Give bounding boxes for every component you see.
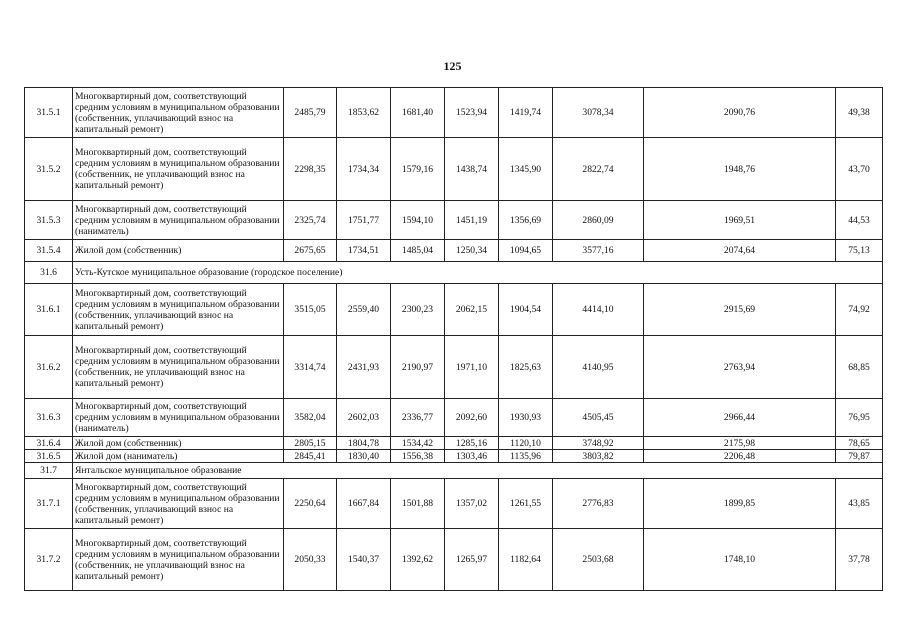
section-title: Янтальское муниципальное образование	[73, 463, 883, 479]
value-cell: 78,65	[836, 437, 883, 450]
table-row	[25, 529, 883, 591]
value-cell: 1681,40	[391, 88, 445, 138]
row-code: 31.7.2	[25, 529, 73, 591]
value-cell: 2602,03	[337, 399, 391, 437]
value-cell: 2763,94	[644, 336, 836, 399]
value-cell: 43,85	[836, 479, 883, 529]
value-cell: 1135,96	[499, 450, 553, 463]
table-row	[25, 450, 883, 463]
value-cell: 2074,64	[644, 240, 836, 262]
value-cell: 1971,10	[445, 336, 499, 399]
row-code: 31.6.3	[25, 399, 73, 437]
row-description: Многоквартирный дом, соответствующий средним условиям в муниципальном образовании (собственник, не уплачивающий взнос на капитальный ремонт)	[73, 336, 284, 399]
value-cell: 3803,82	[553, 450, 644, 463]
row-code: 31.6.5	[25, 450, 73, 463]
value-cell: 1853,62	[337, 88, 391, 138]
value-cell: 1540,37	[337, 529, 391, 591]
value-cell: 3577,16	[553, 240, 644, 262]
value-cell: 68,85	[836, 336, 883, 399]
value-cell: 1501,88	[391, 479, 445, 529]
value-cell: 1825,63	[499, 336, 553, 399]
row-code: 31.7	[25, 463, 73, 479]
value-cell: 1948,76	[644, 138, 836, 201]
value-cell: 2050,33	[284, 529, 337, 591]
table-row	[25, 399, 883, 437]
value-cell: 1969,51	[644, 201, 836, 240]
value-cell: 2092,60	[445, 399, 499, 437]
value-cell: 43,70	[836, 138, 883, 201]
row-description: Жилой дом (собственник)	[73, 437, 284, 450]
table-row	[25, 88, 883, 138]
value-cell: 3748,92	[553, 437, 644, 450]
row-code: 31.5.2	[25, 138, 73, 201]
value-cell: 2090,76	[644, 88, 836, 138]
value-cell: 1830,40	[337, 450, 391, 463]
value-cell: 1734,51	[337, 240, 391, 262]
page-number: 125	[443, 59, 462, 73]
value-cell: 1303,46	[445, 450, 499, 463]
value-cell: 1438,74	[445, 138, 499, 201]
value-cell: 1250,34	[445, 240, 499, 262]
value-cell: 1734,34	[337, 138, 391, 201]
value-cell: 1904,54	[499, 284, 553, 336]
value-cell: 2485,79	[284, 88, 337, 138]
row-code: 31.6.1	[25, 284, 73, 336]
value-cell: 1419,74	[499, 88, 553, 138]
value-cell: 3078,34	[553, 88, 644, 138]
row-description: Жилой дом (наниматель)	[73, 450, 284, 463]
value-cell: 1345,90	[499, 138, 553, 201]
value-cell: 2431,93	[337, 336, 391, 399]
value-cell: 2062,15	[445, 284, 499, 336]
value-cell: 1579,16	[391, 138, 445, 201]
row-description: Многоквартирный дом, соответствующий средним условиям в муниципальном образовании (наниматель)	[73, 399, 284, 437]
value-cell: 1451,19	[445, 201, 499, 240]
value-cell: 1357,02	[445, 479, 499, 529]
value-cell: 2845,41	[284, 450, 337, 463]
value-cell: 1261,55	[499, 479, 553, 529]
value-cell: 4140,95	[553, 336, 644, 399]
value-cell: 1534,42	[391, 437, 445, 450]
value-cell: 1899,85	[644, 479, 836, 529]
value-cell: 2503,68	[553, 529, 644, 591]
row-code: 31.5.1	[25, 88, 73, 138]
value-cell: 2300,23	[391, 284, 445, 336]
value-cell: 44,53	[836, 201, 883, 240]
value-cell: 3515,05	[284, 284, 337, 336]
table-row	[25, 336, 883, 399]
value-cell: 1667,84	[337, 479, 391, 529]
row-description: Многоквартирный дом, соответствующий средним условиям в муниципальном образовании (наниматель)	[73, 201, 284, 240]
value-cell: 1804,78	[337, 437, 391, 450]
value-cell: 79,87	[836, 450, 883, 463]
value-cell: 2298,35	[284, 138, 337, 201]
row-code: 31.7.1	[25, 479, 73, 529]
value-cell: 49,38	[836, 88, 883, 138]
section-title: Усть-Кутское муниципальное образование (городское поселение)	[73, 262, 883, 284]
value-cell: 1094,65	[499, 240, 553, 262]
value-cell: 1751,77	[337, 201, 391, 240]
row-code: 31.6.2	[25, 336, 73, 399]
row-code: 31.6.4	[25, 437, 73, 450]
value-cell: 74,92	[836, 284, 883, 336]
table-body	[25, 88, 883, 591]
value-cell: 3314,74	[284, 336, 337, 399]
value-cell: 76,95	[836, 399, 883, 437]
row-description: Многоквартирный дом, соответствующий средним условиям в муниципальном образовании (собственник, не уплачивающий взнос на капитальный ремонт)	[73, 138, 284, 201]
row-code: 31.5.4	[25, 240, 73, 262]
row-description: Многоквартирный дом, соответствующий средним условиям в муниципальном образовании (собственник, уплачивающий взнос на капитальный ремонт)	[73, 284, 284, 336]
value-cell: 1485,04	[391, 240, 445, 262]
table-row	[25, 138, 883, 201]
table-row	[25, 479, 883, 529]
value-cell: 2206,48	[644, 450, 836, 463]
value-cell: 2175,98	[644, 437, 836, 450]
value-cell: 2805,15	[284, 437, 337, 450]
value-cell: 2559,40	[337, 284, 391, 336]
value-cell: 2190,97	[391, 336, 445, 399]
value-cell: 1594,10	[391, 201, 445, 240]
value-cell: 1265,97	[445, 529, 499, 591]
tariff-table	[24, 87, 883, 591]
row-description: Многоквартирный дом, соответствующий средним условиям в муниципальном образовании (собственник, не уплачивающий взнос на капитальный ремонт)	[73, 529, 284, 591]
value-cell: 2822,74	[553, 138, 644, 201]
value-cell: 1120,10	[499, 437, 553, 450]
value-cell: 1285,16	[445, 437, 499, 450]
value-cell: 37,78	[836, 529, 883, 591]
value-cell: 1356,69	[499, 201, 553, 240]
value-cell: 2776,83	[553, 479, 644, 529]
value-cell: 4505,45	[553, 399, 644, 437]
value-cell: 75,13	[836, 240, 883, 262]
value-cell: 2336,77	[391, 399, 445, 437]
value-cell: 1523,94	[445, 88, 499, 138]
value-cell: 1182,64	[499, 529, 553, 591]
value-cell: 1392,62	[391, 529, 445, 591]
value-cell: 2966,44	[644, 399, 836, 437]
value-cell: 1748,10	[644, 529, 836, 591]
value-cell: 2860,09	[553, 201, 644, 240]
value-cell: 2250,64	[284, 479, 337, 529]
value-cell: 1930,93	[499, 399, 553, 437]
section-row	[25, 262, 883, 284]
row-description: Жилой дом (собственник)	[73, 240, 284, 262]
value-cell: 2325,74	[284, 201, 337, 240]
section-row	[25, 463, 883, 479]
value-cell: 3582,04	[284, 399, 337, 437]
row-code: 31.5.3	[25, 201, 73, 240]
row-code: 31.6	[25, 262, 73, 284]
value-cell: 4414,10	[553, 284, 644, 336]
table-row	[25, 201, 883, 240]
table-row	[25, 437, 883, 450]
value-cell: 1556,38	[391, 450, 445, 463]
row-description: Многоквартирный дом, соответствующий средним условиям в муниципальном образовании (собственник, уплачивающий взнос на капитальный ремонт)	[73, 88, 284, 138]
row-description: Многоквартирный дом, соответствующий средним условиям в муниципальном образовании (собственник, уплачивающий взнос на капитальный ремонт)	[73, 479, 284, 529]
table-row	[25, 284, 883, 336]
value-cell: 2915,69	[644, 284, 836, 336]
value-cell: 2675,65	[284, 240, 337, 262]
table-row	[25, 240, 883, 262]
